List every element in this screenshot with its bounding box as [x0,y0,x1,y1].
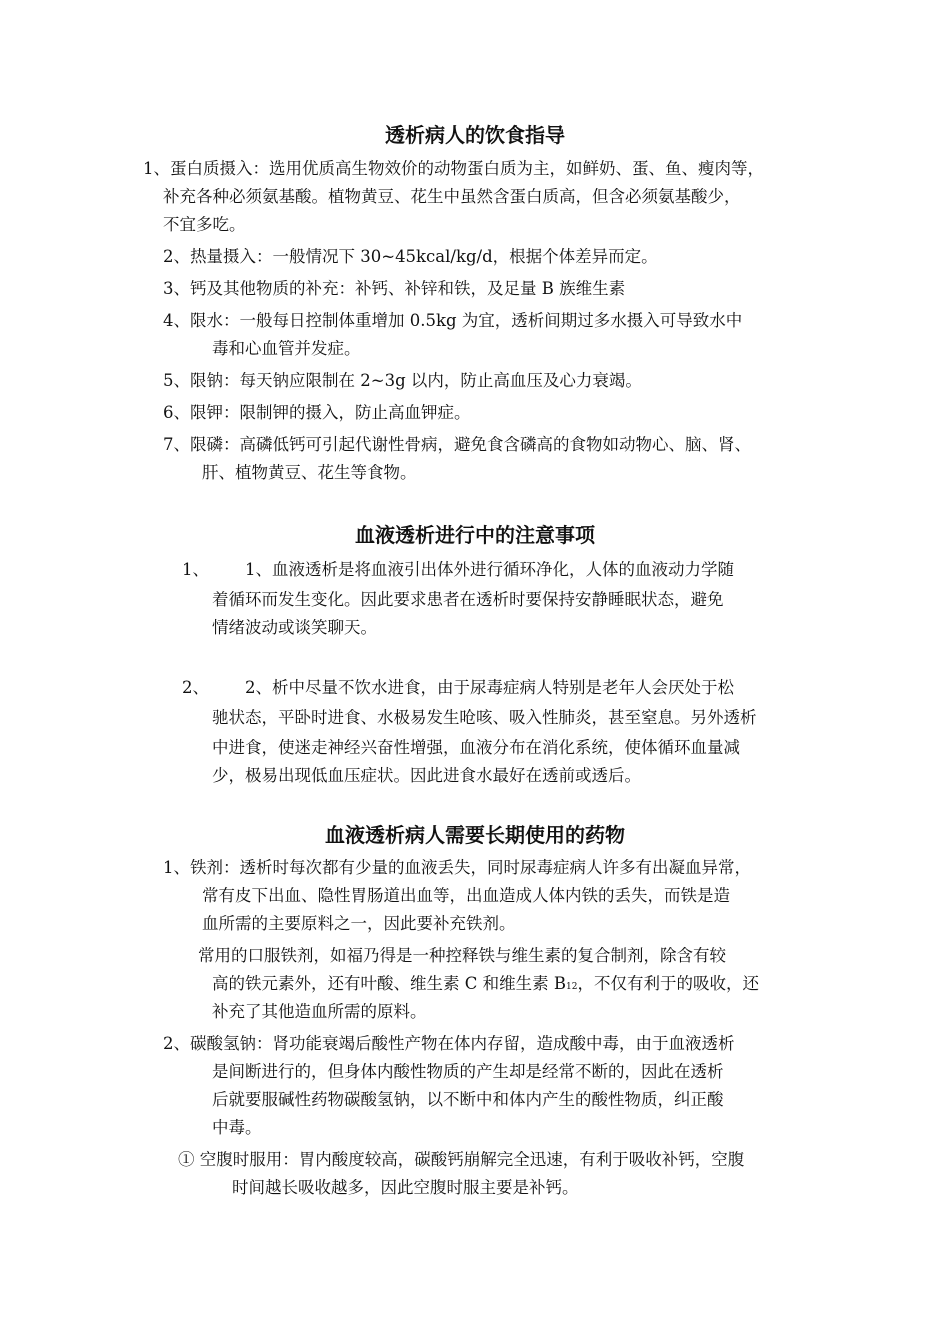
text-line: 补充各种必须氨基酸。植物黄豆、花生中虽然含蛋白质高，但含必须氨基酸少， [163,187,741,206]
list-number: 1、 [182,560,209,579]
text-line: 后就要服碱性药物碳酸氢钠，以不断中和体内产生的酸性物质，纠正酸 [212,1090,724,1109]
text-line [212,971,759,1000]
text-line: 少，极易出现低血压症状。因此进食水最好在透前或透后。 [212,766,641,785]
text-line: 3、钙及其他物质的补充：补钙、补锌和铁，及足量 B 族维生素 [163,279,626,298]
section-title-medication: 血液透析病人需要长期使用的药物 [325,823,625,847]
text-line: 中毒。 [212,1118,262,1137]
text-line: 常有皮下出血、隐性胃肠道出血等，出血造成人体内铁的丢失，而铁是造 [202,886,730,905]
text-line: 1、铁剂：透析时每次都有少量的血液丢失，同时尿毒症病人许多有出凝血异常， [163,858,751,877]
text-line: 肝、植物黄豆、花生等食物。 [202,463,417,482]
subscript-12: 12 [566,982,578,992]
text-line: 2、碳酸氢钠：肾功能衰竭后酸性产物在体内存留，造成酸中毒，由于血液透析 [163,1034,735,1053]
text-line: 常用的口服铁剂，如福乃得是一种控释铁与维生素的复合制剂，除含有较 [198,946,726,965]
text-line: 4、限水：一般每日控制体重增加 0.5kg 为宜，透析间期过多水摄入可导致水中 [163,311,743,330]
list-number: 2、 [182,678,209,697]
text-line: 1、血液透析是将血液引出体外进行循环净化，人体的血液动力学随 [245,560,734,579]
text-segment: 高的铁元素外，还有叶酸、维生素 C 和维生素 B [212,974,566,993]
text-line: 5、限钠：每天钠应限制在 2~3g 以内，防止高血压及心力衰竭。 [163,371,642,390]
text-line: ① 空腹时服用：胃内酸度较高，碳酸钙崩解完全迅速，有利于吸收补钙，空腹 [178,1150,745,1169]
text-line: 时间越长吸收越多，因此空腹时服主要是补钙。 [232,1178,579,1197]
section-title-diet: 透析病人的饮食指导 [385,123,565,147]
section-title-dialysis-notes: 血液透析进行中的注意事项 [355,523,595,547]
text-line: 补充了其他造血所需的原料。 [212,1002,427,1021]
text-line: 7、限磷：高磷低钙可引起代谢性骨病，避免食含磷高的食物如动物心、脑、肾、 [163,435,751,454]
text-line: 血所需的主要原料之一，因此要补充铁剂。 [202,914,516,933]
text-line: 不宜多吃。 [163,215,246,234]
text-line: 毒和心血管并发症。 [212,339,361,358]
text-line: 6、限钾：限制钾的摄入，防止高血钾症。 [163,403,471,422]
text-line: 情绪波动或谈笑聊天。 [212,618,377,637]
text-line: 1、蛋白质摄入：选用优质高生物效价的动物蛋白质为主，如鲜奶、蛋、鱼、瘦肉等， [143,159,764,178]
text-line: 着循环而发生变化。因此要求患者在透析时要保持安静睡眠状态，避免 [212,590,724,609]
text-line: 驰状态，平卧时进食、水极易发生呛咳、吸入性肺炎，甚至窒息。另外透析 [212,708,757,727]
text-line: 中进食，使迷走神经兴奋性增强，血液分布在消化系统，使体循环血量减 [212,738,740,757]
text-line: 2、析中尽量不饮水进食，由于尿毒症病人特别是老年人会厌处于松 [245,678,734,697]
text-segment: ，不仅有利于的吸收，还 [577,974,759,993]
text-line: 是间断进行的，但身体内酸性物质的产生却是经常不断的，因此在透析 [212,1062,724,1081]
text-line: 2、热量摄入：一般情况下 30~45kcal/kg/d，根据个体差异而定。 [163,247,658,266]
